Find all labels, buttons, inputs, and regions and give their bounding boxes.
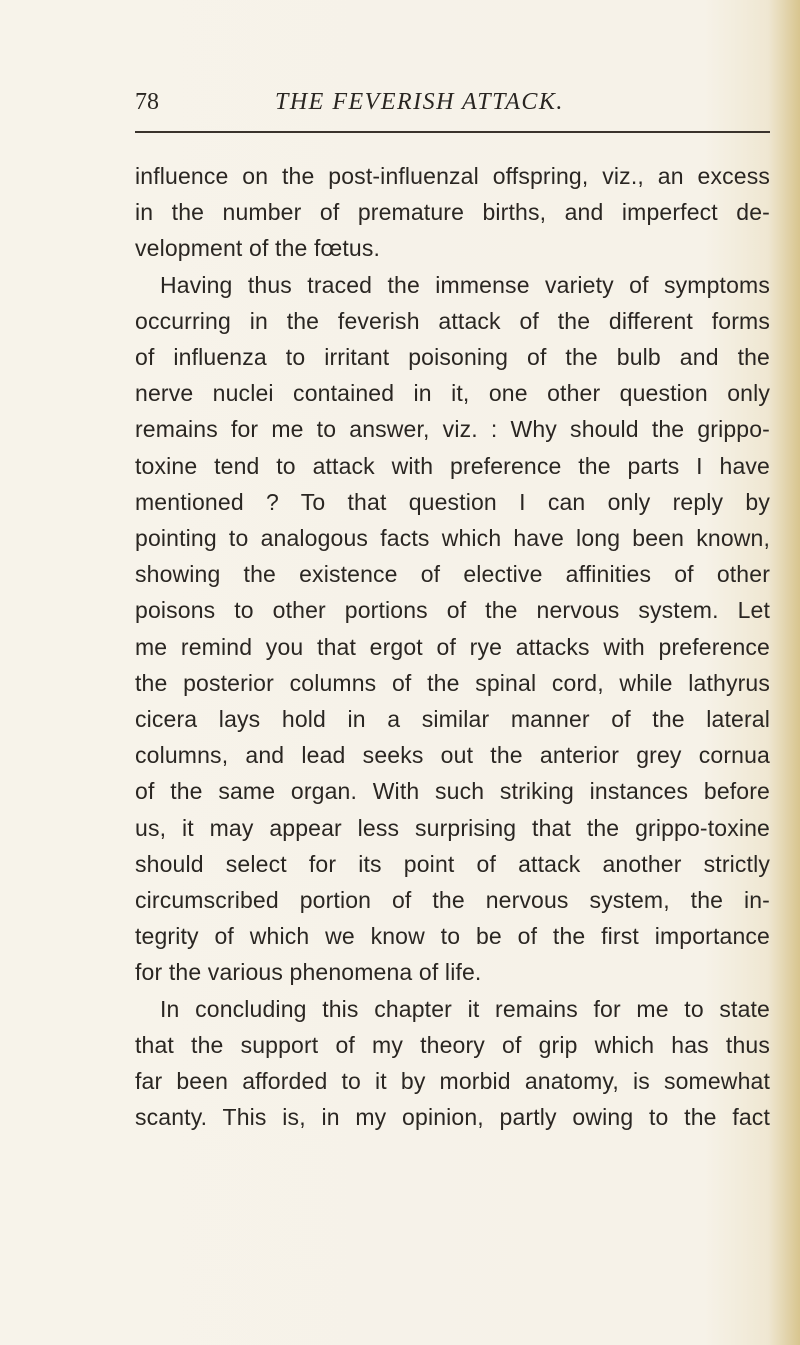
- text-line: should select for its point of attack another strictly: [135, 850, 770, 877]
- text-line: influence on the post-influenzal offspring, viz., an excess: [135, 163, 770, 189]
- text-line: in the number of premature births, and imperfect de-: [135, 199, 770, 226]
- text-line: toxine tend to attack with preference the parts I have: [135, 452, 770, 479]
- page-header: [135, 88, 775, 128]
- running-title: THE FEVERISH ATTACK.: [275, 89, 564, 115]
- text-line: mentioned ? To that question I can only reply by: [135, 488, 770, 515]
- text-line: Having thus traced the immense variety of symptoms: [160, 271, 770, 298]
- text-line: scanty. This is, in my opinion, partly owing to the fact: [135, 1104, 770, 1131]
- text-line: remains for me to answer, viz. : Why should the grippo-: [135, 416, 770, 443]
- text-line: the posterior columns of the spinal cord, while lathyrus: [135, 669, 770, 696]
- header-rule: [135, 131, 770, 133]
- page-number: 78: [135, 89, 159, 115]
- text-line: of influenza to irritant poisoning of the bulb and the: [135, 344, 770, 371]
- text-line: poisons to other portions of the nervous system. Let: [135, 597, 770, 624]
- text-line: pointing to analogous facts which have long been known,: [135, 525, 770, 552]
- text-line: velopment of the fœtus.: [135, 235, 381, 262]
- text-line: of the same organ. With such striking instances before: [135, 778, 770, 805]
- text-line: far been afforded to it by morbid anatomy, is somewhat: [135, 1068, 770, 1095]
- text-line: us, it may appear less surprising that the grippo-toxine: [135, 814, 770, 841]
- text-line: nerve nuclei contained in it, one other question only: [135, 380, 770, 407]
- text-line: me remind you that ergot of rye attacks with preference: [135, 633, 770, 660]
- text-line: showing the existence of elective affinities of other: [135, 561, 770, 588]
- text-line: circumscribed portion of the nervous system, the in-: [135, 887, 770, 914]
- body-text: [135, 158, 770, 1135]
- text-line: that the support of my theory of grip which has thus: [135, 1031, 770, 1058]
- text-line: tegrity of which we know to be of the first importance: [135, 923, 770, 950]
- text-line: In concluding this chapter it remains for me to state: [160, 995, 770, 1022]
- text-line: for the various phenomena of life.: [135, 959, 482, 986]
- text-line: columns, and lead seeks out the anterior grey cornua: [135, 742, 770, 769]
- text-line: occurring in the feverish attack of the different forms: [135, 307, 770, 334]
- text-line: cicera lays hold in a similar manner of the lateral: [135, 706, 770, 733]
